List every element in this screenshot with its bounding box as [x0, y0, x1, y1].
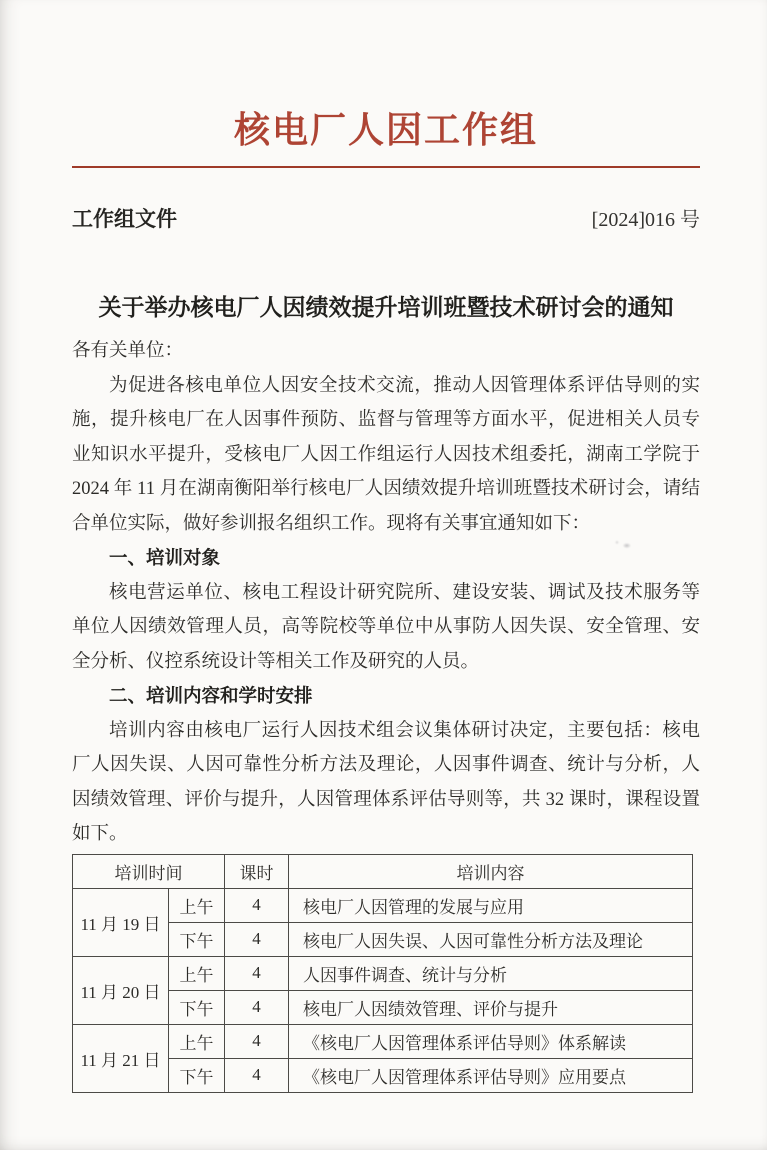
cell-content: 《核电厂人因管理体系评估导则》应用要点: [289, 1058, 693, 1092]
section-2-body: 培训内容由核电厂运行人因技术组会议集体研讨决定，主要包括：核电厂人因失误、人因可靠性分析方法及理论，人因事件调查、统计与分析，人因绩效管理、评价与提升，人因管理体系评估导则等，共 32 课时，课程设置如下。: [72, 720, 700, 844]
cell-hours: 4: [225, 956, 289, 990]
doc-type-label: 工作组文件: [72, 208, 177, 231]
cell-date: 11 月 20 日: [73, 956, 169, 1024]
col-header-content: 培训内容: [289, 854, 693, 888]
notice-title: 关于举办核电厂人因绩效提升培训班暨技术研讨会的通知: [98, 295, 674, 320]
cell-period: 上午: [169, 1024, 225, 1058]
cell-content: 《核电厂人因管理体系评估导则》体系解读: [289, 1024, 693, 1058]
cell-hours: 4: [225, 990, 289, 1024]
cell-period: 下午: [169, 922, 225, 956]
notice-body: [72, 334, 700, 852]
doc-info-row: [72, 206, 700, 234]
section-1-heading: 一、培训对象: [109, 547, 221, 568]
document-content: [72, 0, 700, 1093]
cell-hours: 4: [225, 888, 289, 922]
table-row: [73, 888, 693, 922]
cell-period: 上午: [169, 888, 225, 922]
section-2-heading: 二、培训内容和学时安排: [109, 685, 313, 706]
cell-content: 核电厂人因失误、人因可靠性分析方法及理论: [289, 922, 693, 956]
cell-hours: 4: [225, 1058, 289, 1092]
salutation: 各有关单位：: [72, 341, 184, 361]
table-row: [73, 956, 693, 990]
table-header-row: [73, 854, 693, 888]
doc-number: [2024]016 号: [591, 209, 700, 231]
cell-content: 核电厂人因绩效管理、评价与提升: [289, 990, 693, 1024]
cell-period: 下午: [169, 1058, 225, 1092]
cell-hours: 4: [225, 1024, 289, 1058]
table-row: [73, 1024, 693, 1058]
col-header-hours: 课时: [225, 854, 289, 888]
cell-content: 人因事件调查、统计与分析: [289, 956, 693, 990]
cell-content: 核电厂人因管理的发展与应用: [289, 888, 693, 922]
cell-period: 上午: [169, 956, 225, 990]
col-header-time: 培训时间: [73, 854, 225, 888]
cell-date: 11 月 21 日: [73, 1024, 169, 1092]
intro-paragraph: 为促进各核电单位人因安全技术交流，推动人因管理体系评估导则的实施，提升核电厂在人因事件预防、监督与管理等方面水平，促进相关人员专业知识水平提升，受核电厂人因工作组运行人因技术组委托，湖南工学院于 2024 年 11 月在湖南衡阳举行核电厂人因绩效提升培训班暨技术研讨会，请结合单位实际，做好参训报名组织工作。现将有关事宜通知如下：: [72, 375, 700, 534]
cell-date: 11 月 19 日: [73, 888, 169, 956]
cell-hours: 4: [225, 922, 289, 956]
schedule-table: [72, 854, 693, 1093]
cell-period: 下午: [169, 990, 225, 1024]
letterhead-title: 核电厂人因工作组: [233, 109, 538, 150]
section-1-body: 核电营运单位、核电工程设计研究院所、建设安装、调试及技术服务等单位人因绩效管理人员，高等院校等单位中从事防人因失误、安全管理、安全分析、仪控系统设计等相关工作及研究的人员。: [72, 582, 700, 672]
letterhead-divider: [72, 166, 700, 168]
